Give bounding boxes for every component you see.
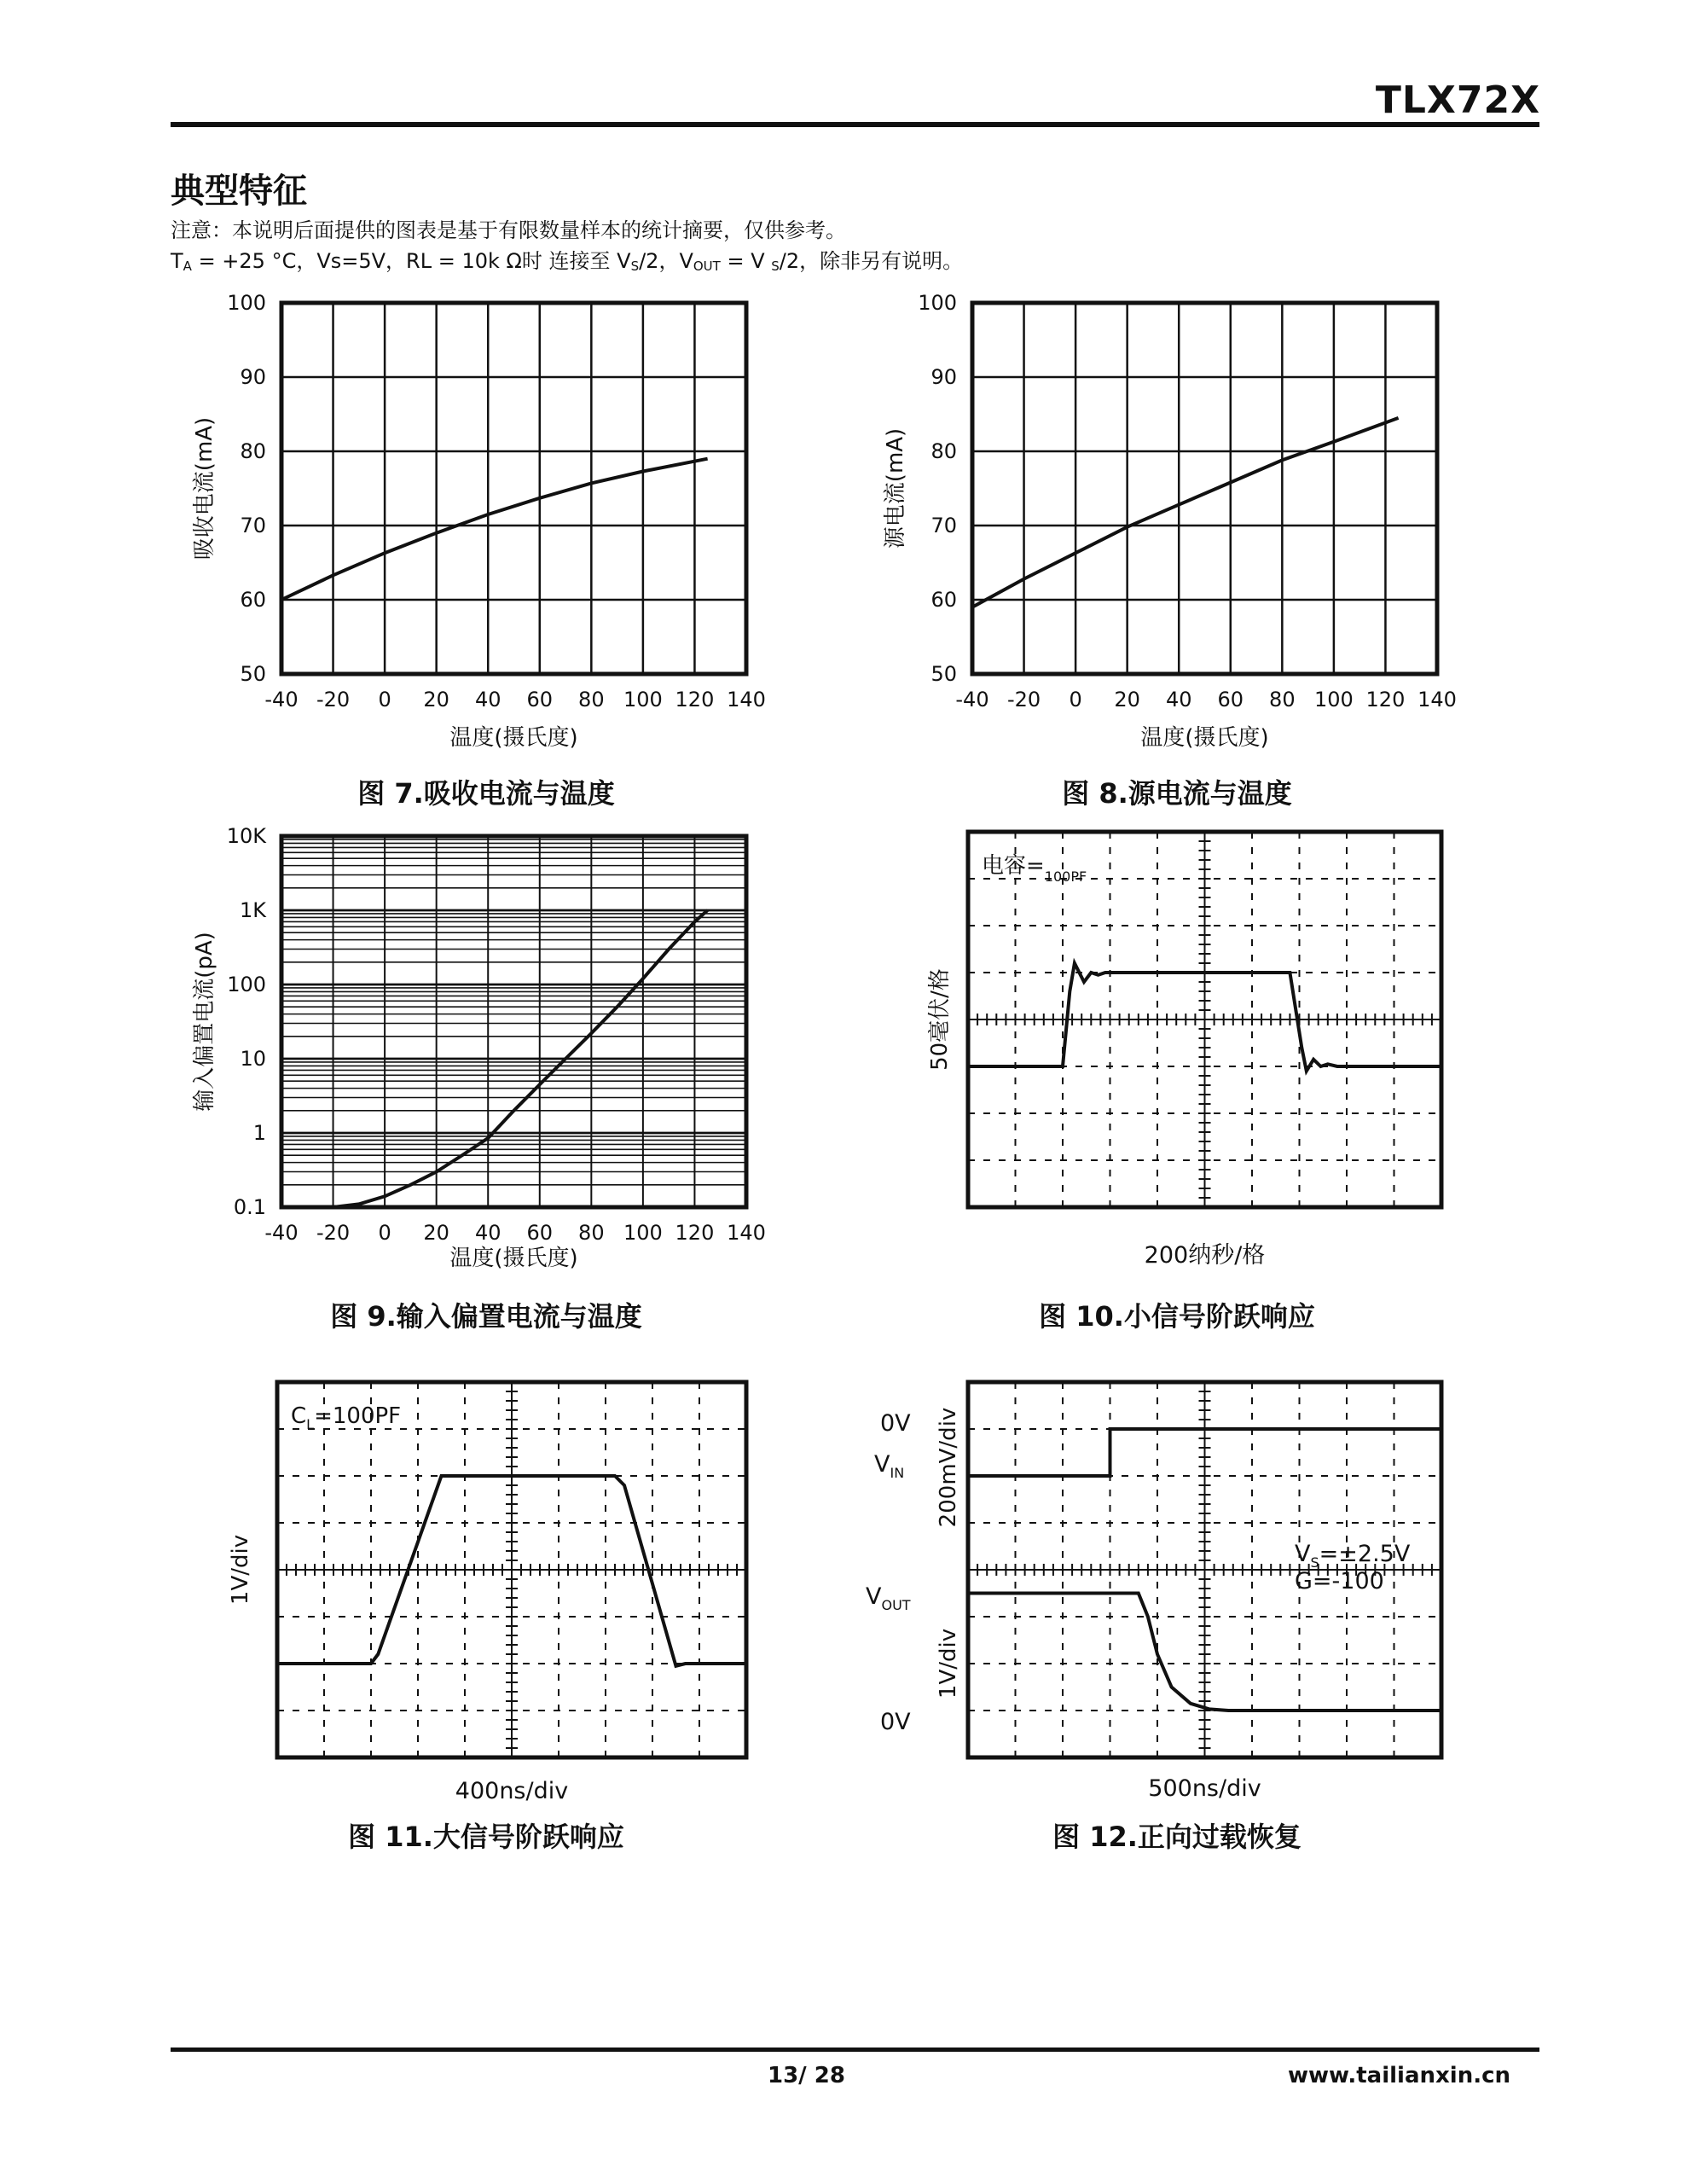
x-tick-label: 80 (578, 1221, 605, 1245)
figure-10-chart (921, 823, 1467, 1275)
y-tick-label: 50 (240, 662, 266, 686)
x-tick-label: 0 (378, 1221, 391, 1245)
x-tick-label: 60 (1217, 688, 1244, 712)
figure-8-ylabel: 源电流(mA) (883, 427, 908, 549)
cond-ta-sub: A (183, 258, 192, 274)
x-tick-label: 140 (1417, 688, 1457, 712)
figure-12-xlabel: 500ns/div (1148, 1775, 1261, 1802)
figure-7-frame (281, 303, 746, 674)
y-tick-label: 1 (252, 1121, 266, 1145)
x-tick-label: -20 (316, 688, 351, 712)
y-tick-label: 80 (240, 439, 266, 463)
x-tick-label: 60 (526, 688, 554, 712)
footer-url[interactable]: www.tailianxin.cn (1287, 2063, 1510, 2088)
figure-10-xlabel: 200纳秒/格 (1144, 1242, 1266, 1269)
x-tick-label: 100 (1313, 688, 1354, 712)
figure-7-ylabel: 吸收电流(mA) (192, 416, 217, 561)
cond-text-2: /2，V (639, 249, 693, 273)
cond-text-1: = +25 °C，Vs=5V，RL = 10k Ω时 连接至 V (191, 249, 631, 273)
figure-12-ylabel-top: 200mV/div (936, 1407, 961, 1528)
figure-7-number: 图 7. (357, 777, 424, 810)
y-tick-label: 10K (226, 824, 266, 848)
figure-7-title: 吸收电流与温度 (423, 777, 615, 810)
figure-8-title: 源电流与温度 (1128, 777, 1292, 810)
x-tick-label: 120 (675, 1221, 715, 1245)
y-tick-label: 1K (239, 898, 266, 922)
x-tick-label: 60 (526, 1221, 554, 1245)
y-tick-label: 90 (930, 365, 957, 389)
y-tick-label: 60 (240, 588, 266, 612)
x-tick-label: 20 (423, 1221, 449, 1245)
y-tick-label: 100 (918, 291, 957, 315)
figure-7-chart (188, 290, 785, 768)
cond-text-4: /2，除非另有说明。 (779, 249, 964, 273)
figure-12-vout-label: $V_{OUT}$ (866, 1583, 911, 1613)
figure-8-number: 图 8. (1062, 777, 1128, 810)
figure-10-ylabel: 50毫伏/格 (927, 968, 953, 1071)
figure-11-number: 图 11. (348, 1821, 433, 1853)
x-tick-label: 20 (423, 688, 449, 712)
figure-8-caption (878, 772, 1475, 811)
x-tick-label: 120 (1365, 688, 1406, 712)
figure-12-gain-label: G=-100 (1295, 1568, 1384, 1594)
x-tick-label: -40 (264, 1221, 299, 1245)
x-tick-label: 140 (727, 1221, 766, 1245)
x-tick-label: 80 (1269, 688, 1296, 712)
x-tick-label: 40 (1165, 688, 1192, 712)
section-title: 典型特征 (171, 171, 307, 211)
cond-vs-sub: S (630, 258, 640, 274)
y-tick-label: 100 (227, 973, 266, 996)
header-rule (171, 122, 1539, 127)
x-tick-label: 100 (623, 688, 663, 712)
figure-11-annotation: $C_L=100PF$ (291, 1403, 402, 1432)
figure-9-ylabel: 输入偏置电流(pA) (192, 932, 217, 1112)
y-tick-label: 10 (240, 1047, 266, 1071)
x-tick-label: -40 (955, 688, 989, 712)
figure-7-caption (188, 772, 785, 811)
x-tick-label: -40 (264, 688, 299, 712)
page-number: 13/ 28 (768, 2063, 845, 2088)
figure-10-caption (878, 1295, 1475, 1334)
y-tick-label: 100 (227, 291, 266, 315)
figure-9-xlabel: 温度(摄氏度) (449, 1246, 578, 1271)
figure-11-xlabel: 400ns/div (455, 1778, 569, 1804)
y-tick-label: 70 (240, 514, 266, 537)
test-conditions (171, 244, 963, 274)
figure-12-0v-top: 0V (880, 1410, 911, 1437)
figure-12-title: 正向过载恢复 (1137, 1821, 1301, 1853)
x-tick-label: 140 (727, 688, 766, 712)
figure-7-xlabel: 温度(摄氏度) (449, 725, 578, 751)
x-tick-label: 80 (578, 688, 605, 712)
figure-9-chart (188, 823, 785, 1284)
figure-12-number: 图 12. (1052, 1821, 1138, 1853)
cond-vs2-sub: S (771, 258, 780, 274)
figure-11-caption (188, 1815, 785, 1855)
x-tick-label: 0 (378, 688, 391, 712)
figure-9-caption (188, 1295, 785, 1334)
part-number: TLX72X (1375, 78, 1540, 122)
figure-12-vs-label: $V_S=\pm 2.5V$ (1295, 1541, 1411, 1571)
figure-10-title: 小信号阶跃响应 (1123, 1300, 1315, 1333)
x-tick-label: 100 (623, 1221, 663, 1245)
x-tick-label: 120 (675, 688, 715, 712)
x-tick-label: -20 (316, 1221, 351, 1245)
figure-9-title: 输入偏置电流与温度 (396, 1300, 642, 1333)
figure-10-number: 图 10. (1039, 1300, 1124, 1333)
figure-11-title: 大信号阶跃响应 (432, 1821, 624, 1853)
section-note: 注意：本说明后面提供的图表是基于有限数量样本的统计摘要，仅供参考。 (171, 218, 846, 242)
figure-9-frame (281, 836, 746, 1207)
x-tick-label: 40 (474, 1221, 501, 1245)
x-tick-label: 40 (474, 688, 501, 712)
figure-12-vin-label: $V_{IN}$ (874, 1451, 905, 1481)
footer-rule (171, 2048, 1539, 2052)
y-tick-label: 60 (930, 588, 957, 612)
y-tick-label: 90 (240, 365, 266, 389)
figure-12-chart (853, 1365, 1475, 1809)
y-tick-label: 50 (930, 662, 957, 686)
y-tick-label: 80 (930, 439, 957, 463)
figure-12-ylabel-bottom: 1V/div (936, 1628, 961, 1699)
cond-text-3: = V (720, 249, 772, 273)
figure-8-xlabel: 温度(摄氏度) (1140, 725, 1269, 751)
y-tick-label: 0.1 (233, 1195, 266, 1219)
figure-11-ylabel: 1V/div (228, 1534, 253, 1606)
figure-9-number: 图 9. (330, 1300, 397, 1333)
y-tick-label: 70 (930, 514, 957, 537)
figure-12-0v-bottom: 0V (880, 1709, 911, 1735)
figure-8-chart (878, 290, 1475, 768)
cond-vout-sub: OUT (693, 258, 721, 274)
figure-10-annotation: 电容$=_{100PF}$ (982, 853, 1087, 885)
x-tick-label: -20 (1006, 688, 1041, 712)
figure-11-chart (213, 1365, 759, 1809)
x-tick-label: 0 (1069, 688, 1082, 712)
cond-ta: T (171, 249, 183, 273)
figure-8-frame (972, 303, 1437, 674)
figure-12-caption (878, 1815, 1475, 1855)
x-tick-label: 20 (1114, 688, 1140, 712)
